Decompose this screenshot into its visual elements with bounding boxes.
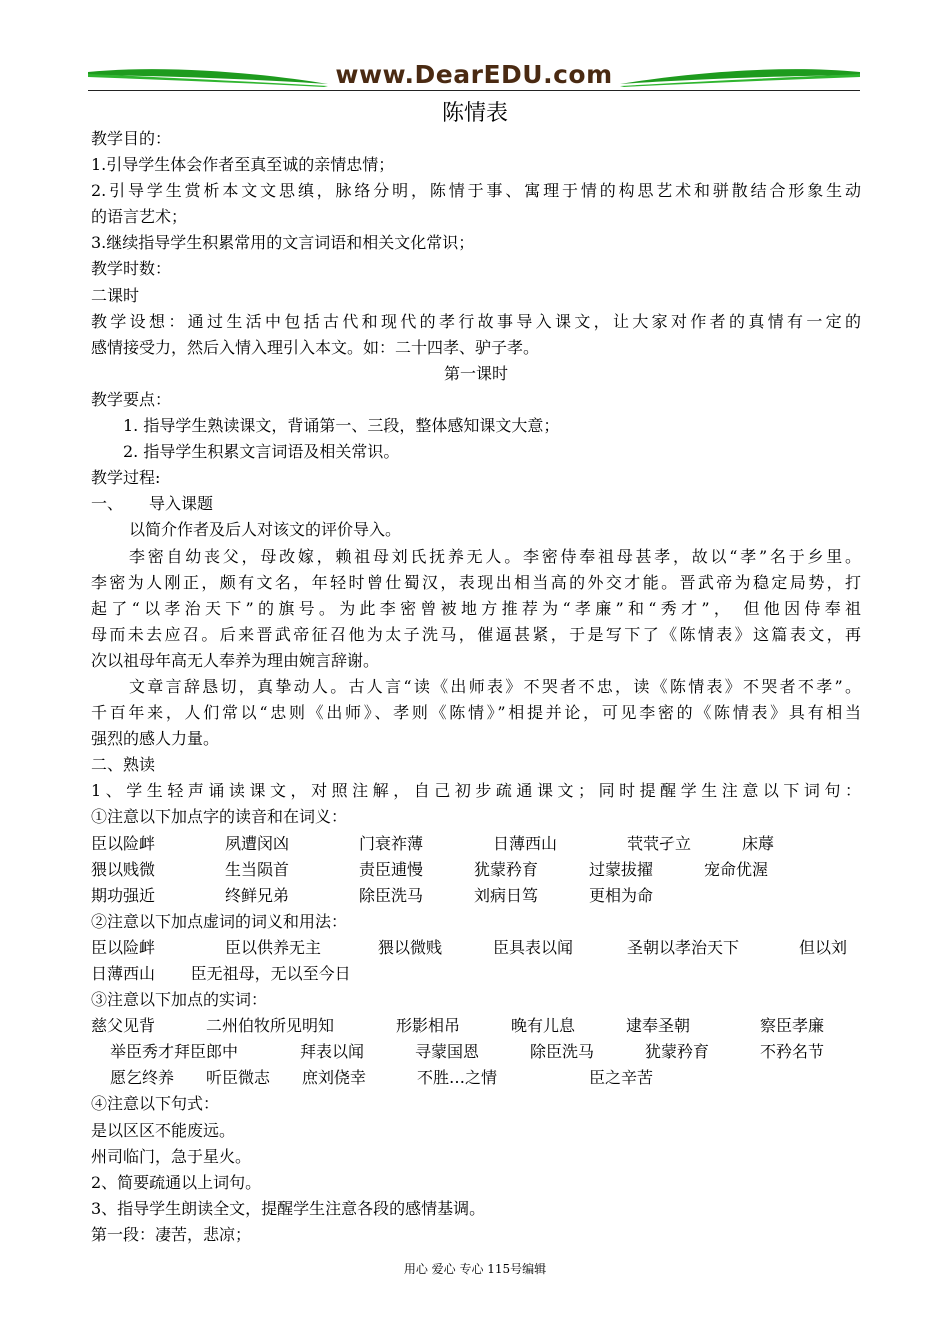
paragraph-1-line-2: 李密为人刚正，颇有文名，年轻时曾仕蜀汉，表现出相当高的外交才能。晋武帝为稳定局势，打 (91, 572, 861, 592)
word-item: 慈父见背 (91, 1016, 156, 1036)
paragraph-2-line-1: 文章言辞恳切，真挚动人。古人言“读《出师表》不哭者不忠，读《陈情表》不哭者不孝”。 (129, 676, 861, 696)
word-item: 庶刘侥幸 (302, 1068, 367, 1088)
step-3: 3、指导学生朗读全文，提醒学生注意各段的感情基调。 (91, 1198, 486, 1218)
sentence-1: 是以区区不能废远。 (91, 1120, 236, 1140)
content-word-row (91, 1039, 861, 1065)
step-1: 1、学生轻声诵读课文，对照注解，自己初步疏通课文；同时提醒学生注意以下词句： (91, 781, 861, 801)
word-item: 听臣微志 (206, 1068, 271, 1088)
content-word-row (91, 1065, 861, 1091)
paragraph-1-line-1: 李密自幼丧父，母改嫁，赖祖母刘氏抚养无人。李密侍奉祖母甚孝，故以“孝”名于乡里。 (129, 546, 861, 566)
lesson-one-heading: 第一课时 (443, 363, 508, 383)
header-rule (88, 90, 860, 91)
document-title: 陈情表 (441, 101, 508, 126)
word-item: 期功强近 (91, 885, 156, 905)
section-one-title: 导入课题 (149, 494, 214, 514)
word-row (91, 857, 861, 883)
word-item: 举臣秀才拜臣郎中 (110, 1042, 239, 1062)
word-item: 夙遭闵凶 (225, 833, 290, 853)
word-item: 愿乞终养 (110, 1068, 175, 1088)
word-item: 终鲜兄弟 (225, 885, 290, 905)
paragraph-2-line-3: 强烈的感人力量。 (91, 729, 220, 749)
word-item: 逮奉圣朝 (626, 1016, 691, 1036)
word-item: 茕茕孑立 (627, 833, 692, 853)
section-one-number: 一、 (91, 494, 124, 514)
word-item: 责臣逋慢 (359, 859, 424, 879)
word-item: 察臣孝廉 (760, 1016, 825, 1036)
word-item: 拜表以闻 (300, 1042, 365, 1062)
function-word-row (91, 935, 861, 961)
word-item: 猥以微贱 (378, 937, 443, 957)
word-item: 过蒙拔擢 (589, 859, 654, 879)
site-banner (88, 58, 860, 98)
section-two-heading: 二、熟读 (91, 755, 156, 775)
word-item: 臣以险衅 (91, 833, 156, 853)
word-item: 晚有儿息 (511, 1016, 576, 1036)
function-word-row-cont: 日薄西山 臣无祖母，无以至今日 (91, 964, 351, 983)
objective-2-cont: 的语言艺术； (91, 207, 188, 227)
note-1-heading: ①注意以下加点字的读音和在词义： (91, 807, 348, 827)
paragraph-1-line-5: 次以祖母年高无人奉养为理由婉言辞谢。 (91, 650, 380, 670)
key-point-2: 2. 指导学生积累文言词语及相关常识。 (123, 442, 400, 462)
document-body (91, 126, 861, 1248)
word-item: 除臣洗马 (530, 1042, 595, 1062)
word-item: 犹蒙矜育 (474, 859, 539, 879)
word-item: 生当陨首 (225, 859, 290, 879)
objective-3: 3.继续指导学生积累常用的文言词语和相关文化常识； (91, 233, 475, 253)
objective-1: 1.引导学生体会作者至真至诚的亲情忠情； (91, 155, 395, 175)
heading-objectives: 教学目的： (91, 129, 172, 148)
word-item: 臣以险衅 (91, 937, 156, 957)
site-url-logo: www.DearEDU.com (335, 60, 613, 89)
hours-value: 二课时 (91, 285, 140, 305)
paragraph-1-line-3: 起了“以孝治天下”的旗号。为此李密曾被地方推荐为“孝廉”和“秀才”， 但他因侍奉祖 (91, 598, 861, 618)
word-item: 二州伯牧所见明知 (206, 1016, 335, 1036)
word-item: 刘病日笃 (474, 885, 539, 905)
word-item: 更相为命 (589, 885, 654, 905)
word-item: 臣之辛苦 (589, 1068, 654, 1088)
word-item: 圣朝以孝治天下 (627, 937, 740, 957)
word-item: 犹蒙矜育 (645, 1042, 710, 1062)
step-2: 2、简要疏通以上词句。 (91, 1172, 262, 1192)
note-3-heading: ③注意以下加点的实词： (91, 990, 268, 1010)
sentence-2: 州司临门，急于星火。 (91, 1146, 252, 1166)
word-item: 但以刘 (799, 937, 848, 957)
key-point-1: 1. 指导学生熟读课文，背诵第一、三段，整体感知课文大意； (123, 416, 560, 436)
heading-key-points: 教学要点： (91, 389, 172, 409)
paragraph-2-line-2: 千百年来，人们常以“忠则《出师》、孝则《陈情》”相提并论，可见李密的《陈情表》具有相当 (91, 703, 861, 723)
word-item: 不胜…之情 (417, 1068, 498, 1088)
word-row (91, 831, 861, 857)
word-item: 猥以贱微 (91, 859, 156, 879)
page-footer: 用心 爱心 专心 115号编辑 (403, 1262, 547, 1276)
word-item: 床蓐 (742, 833, 775, 853)
word-item: 除臣洗马 (359, 885, 424, 905)
note-2-heading: ②注意以下加点虚词的词义和用法： (91, 911, 348, 931)
heading-hours: 教学时数： (91, 259, 172, 279)
word-item: 臣具表以闻 (493, 937, 574, 957)
word-item: 臣以供养无主 (225, 937, 322, 957)
word-item: 日薄西山 (493, 833, 558, 853)
teaching-idea: 教学设想：通过生活中包括古代和现代的孝行故事导入课文，让大家对作者的真情有一定的 (91, 311, 861, 331)
word-item: 形影相吊 (396, 1016, 461, 1036)
teaching-idea-cont: 感情接受力，然后入情入理引入本文。如：二十四孝、驴子孝。 (91, 337, 540, 357)
word-item: 寻蒙国恩 (415, 1042, 480, 1062)
paragraph-1-line-4: 母而未去应召。后来晋武帝征召他为太子洗马，催逼甚紧，于是写下了《陈情表》这篇表文，再 (91, 624, 861, 644)
word-item: 宠命优渥 (704, 859, 769, 879)
word-item: 门衰祚薄 (359, 833, 424, 853)
word-item: 不矜名节 (760, 1042, 825, 1062)
word-row (91, 883, 861, 909)
note-4-heading: ④注意以下句式： (91, 1094, 220, 1114)
section-one-heading (91, 491, 861, 517)
heading-process: 教学过程: (91, 468, 161, 488)
content-word-row (91, 1013, 861, 1039)
paragraph-1-tone: 第一段：凄苦，悲凉； (91, 1224, 252, 1244)
objective-2: 2.引导学生赏析本文文思缜，脉络分明，陈情于事、寓理于情的构思艺术和骈散结合形象生动 (91, 181, 861, 201)
intro-line: 以简介作者及后人对该文的评价导入。 (129, 520, 402, 540)
